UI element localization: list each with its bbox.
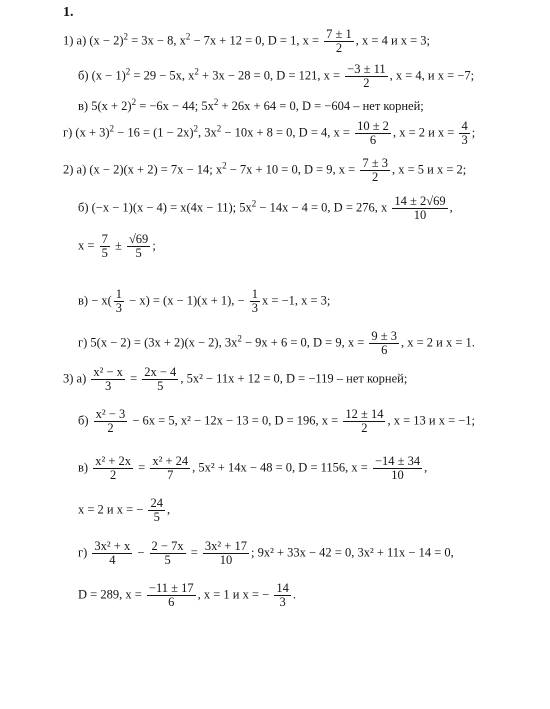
expression-text: = bbox=[135, 460, 149, 475]
line-2v bbox=[78, 288, 330, 315]
expression-text: , 5x² − 11x + 12 = 0, D = −119 – нет корней; bbox=[180, 371, 408, 386]
expression-text: , x = 2 и x = 1. bbox=[401, 335, 475, 350]
fraction-denominator: 5 bbox=[101, 246, 108, 261]
expression-text: ; bbox=[152, 238, 156, 253]
expression-text: в) bbox=[78, 460, 92, 475]
expression-text: = bbox=[126, 371, 141, 386]
expression-text: − 7x + 12 = 0, D = 1, x = bbox=[190, 33, 323, 48]
fraction-denominator: 2 bbox=[361, 421, 368, 436]
fraction-numerator: 7 bbox=[101, 232, 108, 246]
fraction-numerator: 4 bbox=[461, 119, 468, 133]
expression-text: = 3x − 8, x bbox=[128, 33, 186, 48]
fraction-denominator: 6 bbox=[381, 343, 388, 358]
expression-text: , x = 1 и x = − bbox=[197, 587, 273, 602]
expression-text: г) 5(x − 2) = (3x + 2)(x − 2), 3x bbox=[78, 335, 238, 350]
fraction bbox=[93, 455, 133, 482]
expression-text: , bbox=[449, 200, 453, 215]
fraction-numerator: 3x² + 17 bbox=[204, 539, 247, 553]
fraction-denominator: 5 bbox=[164, 553, 171, 568]
expression-text: б) bbox=[78, 413, 92, 428]
expression-text: − 7x + 10 = 0, D = 9, x = bbox=[226, 162, 359, 177]
expression-text: x = −1, x = 3; bbox=[261, 293, 331, 308]
line-1g bbox=[63, 120, 475, 147]
expression-text: , 3x bbox=[198, 125, 217, 140]
fraction bbox=[147, 582, 196, 609]
fraction-denominator: 10 bbox=[391, 468, 404, 483]
fraction-denominator: 2 bbox=[109, 468, 117, 483]
fraction-numerator: 9 ± 3 bbox=[371, 329, 397, 343]
expression-text: б) (x − 1) bbox=[78, 68, 126, 83]
fraction-numerator: 2 − 7x bbox=[151, 539, 184, 553]
fraction-denominator: 5 bbox=[157, 379, 164, 394]
fraction bbox=[100, 233, 110, 260]
fraction-numerator: 14 ± 2√69 bbox=[394, 194, 446, 208]
line-1a bbox=[63, 28, 430, 55]
expression-text: , x = 4, и x = −7; bbox=[389, 68, 475, 83]
expression-text: . bbox=[292, 587, 296, 602]
fraction-numerator: −11 ± 17 bbox=[148, 581, 194, 595]
expression-text: = 29 − 5x, x bbox=[130, 68, 195, 83]
line-1v bbox=[78, 96, 424, 113]
fraction bbox=[324, 28, 354, 55]
line-3v bbox=[78, 455, 427, 482]
fraction-numerator: 3x² + x bbox=[94, 539, 131, 553]
expression-text: , bbox=[424, 460, 428, 475]
fraction-denominator: 3 bbox=[105, 379, 112, 394]
expression-text: г) bbox=[78, 545, 91, 560]
fraction bbox=[91, 366, 125, 393]
expression-text: , x = 5 и x = 2; bbox=[391, 162, 467, 177]
fraction bbox=[92, 540, 132, 567]
expression-text: , 5x² + 14x − 48 = 0, D = 1156, x = bbox=[192, 460, 371, 475]
expression-text: г) (x + 3) bbox=[63, 125, 110, 140]
expression-text: ; bbox=[471, 125, 476, 140]
line-3a bbox=[63, 366, 407, 393]
fraction bbox=[250, 288, 260, 315]
fraction bbox=[459, 120, 469, 147]
problem-number: 1. bbox=[63, 5, 74, 20]
expression-text: − x) = (x − 1)(x + 1), − bbox=[126, 293, 248, 308]
expression-text: ; 9x² + 33x − 42 = 0, 3x² + 11x − 14 = 0, bbox=[250, 545, 454, 560]
fraction-numerator: 7 ± 3 bbox=[362, 156, 388, 170]
fraction bbox=[150, 455, 190, 482]
exponent: 2 bbox=[123, 31, 128, 42]
expression-text: x = bbox=[78, 238, 98, 253]
fraction-numerator: 7 ± 1 bbox=[326, 27, 352, 41]
expression-text: , bbox=[166, 502, 171, 517]
fraction bbox=[369, 330, 399, 357]
fraction-denominator: 3 bbox=[115, 301, 123, 316]
fraction bbox=[392, 195, 447, 222]
fraction bbox=[94, 408, 128, 435]
expression-text: − 16 = (1 − 2x) bbox=[114, 125, 194, 140]
fraction-denominator: 2 bbox=[372, 170, 379, 185]
fraction-denominator: 7 bbox=[167, 468, 174, 483]
fraction-denominator: 6 bbox=[369, 133, 377, 148]
fraction-numerator: x² + 24 bbox=[152, 454, 189, 468]
fraction-numerator: 24 bbox=[150, 496, 163, 510]
expression-text: = bbox=[187, 545, 201, 560]
expression-text: − bbox=[134, 545, 148, 560]
fraction bbox=[360, 157, 390, 184]
fraction-denominator: 3 bbox=[251, 301, 258, 316]
fraction-numerator: √69 bbox=[128, 232, 149, 246]
line-3g bbox=[78, 540, 454, 567]
line-3b bbox=[78, 408, 475, 435]
fraction-denominator: 5 bbox=[135, 246, 142, 261]
expression-text: 3) а) bbox=[63, 371, 90, 386]
fraction-denominator: 2 bbox=[107, 421, 114, 436]
expression-text: ± bbox=[111, 238, 125, 253]
fraction bbox=[142, 366, 178, 393]
fraction-denominator: 10 bbox=[219, 553, 233, 568]
exponent: 2 bbox=[222, 160, 227, 171]
fraction bbox=[373, 455, 422, 482]
line-2b bbox=[78, 195, 453, 222]
expression-text: = −6x − 44; 5x bbox=[136, 99, 214, 113]
fraction-numerator: −3 ± 11 bbox=[347, 62, 386, 76]
expression-text: − 10x + 8 = 0, D = 4, x = bbox=[221, 125, 354, 140]
exponent: 2 bbox=[216, 123, 222, 134]
fraction-numerator: x² − 3 bbox=[95, 407, 126, 421]
fraction-numerator: 2x − 4 bbox=[144, 365, 177, 379]
exponent: 2 bbox=[185, 31, 191, 42]
expression-text: , x = 13 и x = −1; bbox=[387, 413, 476, 428]
fraction bbox=[150, 540, 186, 567]
exponent: 2 bbox=[109, 123, 115, 134]
expression-text: + 3x − 28 = 0, D = 121, x = bbox=[198, 68, 344, 83]
expression-text: в) − x( bbox=[78, 293, 112, 308]
expression-text: в) 5(x + 2) bbox=[78, 99, 132, 113]
fraction-numerator: 10 ± 2 bbox=[357, 119, 389, 133]
expression-text: − 9x + 6 = 0, D = 9, x = bbox=[241, 335, 368, 350]
line-2g bbox=[78, 330, 475, 357]
exponent: 2 bbox=[131, 96, 137, 107]
fraction-numerator: −14 ± 34 bbox=[374, 454, 421, 468]
fraction-denominator: 2 bbox=[335, 41, 343, 56]
exponent: 2 bbox=[193, 123, 199, 134]
line-2b-cont bbox=[78, 233, 156, 260]
fraction-denominator: 10 bbox=[413, 208, 427, 223]
fraction-numerator: 14 bbox=[276, 581, 289, 595]
exponent: 2 bbox=[251, 198, 257, 209]
expression-text: , x = 2 и x = bbox=[392, 125, 458, 140]
fraction bbox=[345, 63, 387, 90]
fraction-numerator: 12 ± 14 bbox=[345, 407, 384, 421]
fraction bbox=[203, 540, 249, 567]
fraction bbox=[148, 497, 165, 524]
expression-text: D = 289, x = bbox=[78, 587, 145, 602]
expression-text: x = 2 и x = − bbox=[78, 502, 147, 517]
expression-text: − 6x = 5, x² − 12x − 13 = 0, D = 196, x = bbox=[129, 413, 342, 428]
fraction-denominator: 5 bbox=[153, 510, 160, 525]
fraction-denominator: 3 bbox=[461, 133, 468, 148]
fraction bbox=[127, 233, 150, 260]
exponent: 2 bbox=[125, 66, 131, 77]
line-3g-cont bbox=[78, 582, 296, 609]
expression-text: + 26x + 64 = 0, D = −604 – нет корней; bbox=[218, 99, 424, 113]
expression-text: 1) а) (x − 2) bbox=[63, 33, 124, 48]
fraction bbox=[274, 582, 291, 609]
fraction-numerator: 1 bbox=[115, 287, 123, 301]
expression-text: − 14x − 4 = 0, D = 276, x bbox=[256, 200, 391, 215]
line-3v-cont bbox=[78, 497, 170, 524]
exponent: 2 bbox=[213, 96, 219, 107]
fraction bbox=[355, 120, 391, 147]
fraction-numerator: 1 bbox=[251, 287, 258, 301]
fraction-denominator: 6 bbox=[168, 595, 175, 610]
fraction-denominator: 2 bbox=[363, 76, 370, 91]
exponent: 2 bbox=[237, 333, 242, 344]
expression-text: 2) а) (x − 2)(x + 2) = 7x − 14; x bbox=[63, 162, 223, 177]
fraction-denominator: 3 bbox=[279, 595, 286, 610]
exponent: 2 bbox=[194, 66, 199, 77]
line-1b bbox=[78, 63, 474, 90]
fraction bbox=[343, 408, 385, 435]
fraction-denominator: 4 bbox=[109, 553, 116, 568]
line-2a bbox=[63, 157, 466, 184]
expression-text: б) (−x − 1)(x − 4) = x(4x − 11); 5x bbox=[78, 200, 252, 215]
fraction-numerator: x² + 2x bbox=[95, 454, 132, 468]
fraction-numerator: x² − x bbox=[93, 365, 123, 379]
fraction bbox=[114, 288, 124, 315]
expression-text: , x = 4 и x = 3; bbox=[355, 33, 431, 48]
